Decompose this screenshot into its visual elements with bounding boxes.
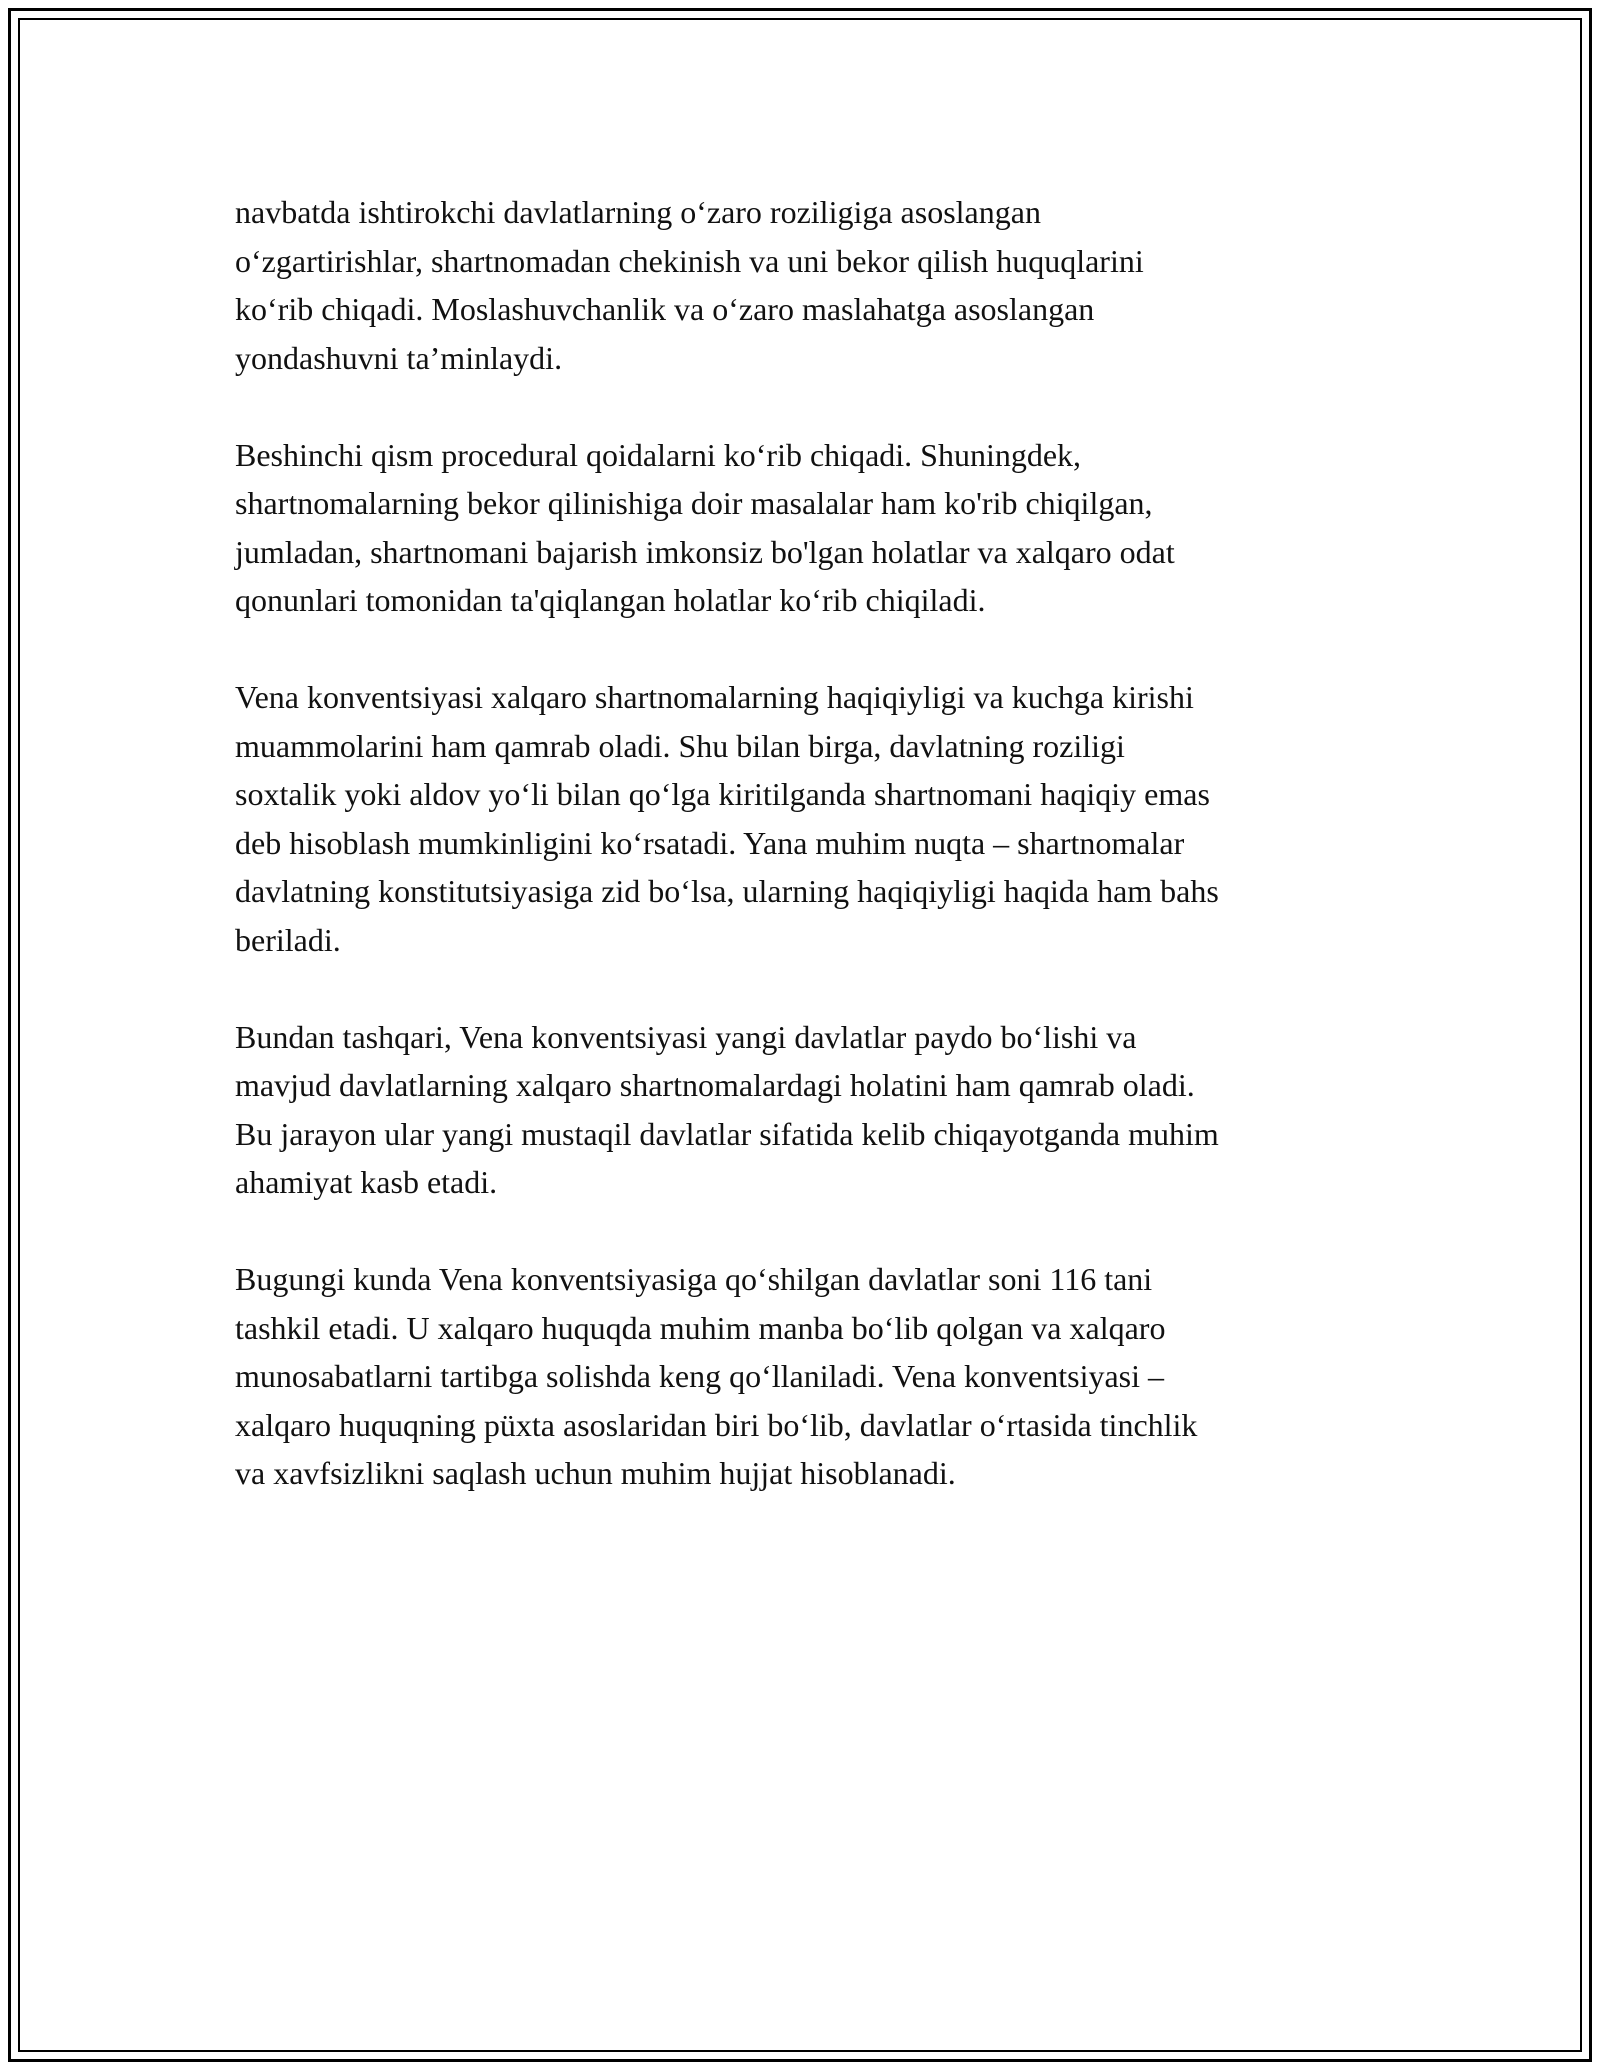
document-body	[235, 188, 1370, 1546]
paragraph: Vena konventsiyasi xalqaro shartnomalarning haqiqiyligi va kuchga kirishi muammolarini ham qamrab oladi. Shu bilan birga, davlatning roziligi soxtalik yoki aldov yo‘li bilan qo‘lga kiritilganda shartnomani haqiqiy emas deb hisoblash mumkinligini ko‘rsatadi. Yana muhim nuqta – shartnomalar davlatning konstitutsiyasiga zid bo‘lsa, ularning haqiqiyligi haqida ham bahs beriladi.	[235, 679, 1219, 958]
paragraph: navbatda ishtirokchi davlatlarning o‘zaro roziligiga asoslangan o‘zgartirishlar, shartnomadan chekinish va uni bekor qilish huquqlarini ko‘rib chiqadi. Moslashuvchanlik va o‘zaro maslahatga asoslangan yondashuvni ta’minlaydi.	[235, 194, 1144, 376]
paragraph: Bundan tashqari, Vena konventsiyasi yangi davlatlar paydo bo‘lishi va mavjud davlatlarning xalqaro shartnomalardagi holatini ham qamrab oladi. Bu jarayon ular yangi mustaqil davlatlar sifatida kelib chiqayotganda muhim ahamiyat kasb etadi.	[235, 1018, 1219, 1200]
paragraph: Beshinchi qism procedural qoidalarni ko‘rib chiqadi. Shuningdek, shartnomalarning bekor qilinishiga doir masalalar ham ko'rib chiqilgan, jumladan, shartnomani bajarish imkonsiz bo'lgan holatlar va xalqaro odat qonunlari tomonidan ta'qiqlangan holatlar ko‘rib chiqiladi.	[235, 436, 1175, 618]
paragraph: Bugungi kunda Vena konventsiyasiga qo‘shilgan davlatlar soni 116 tani tashkil etadi. U xalqaro huquqda muhim manba bo‘lib qolgan va xalqaro munosabatlarni tartibga solishda keng qo‘llaniladi. Vena konventsiyasi – xalqaro huquqning püxta asoslaridan biri bo‘lib, davlatlar o‘rtasida tinchlik va xavfsizlikni saqlash uchun muhim hujjat hisoblanadi.	[235, 1261, 1198, 1491]
